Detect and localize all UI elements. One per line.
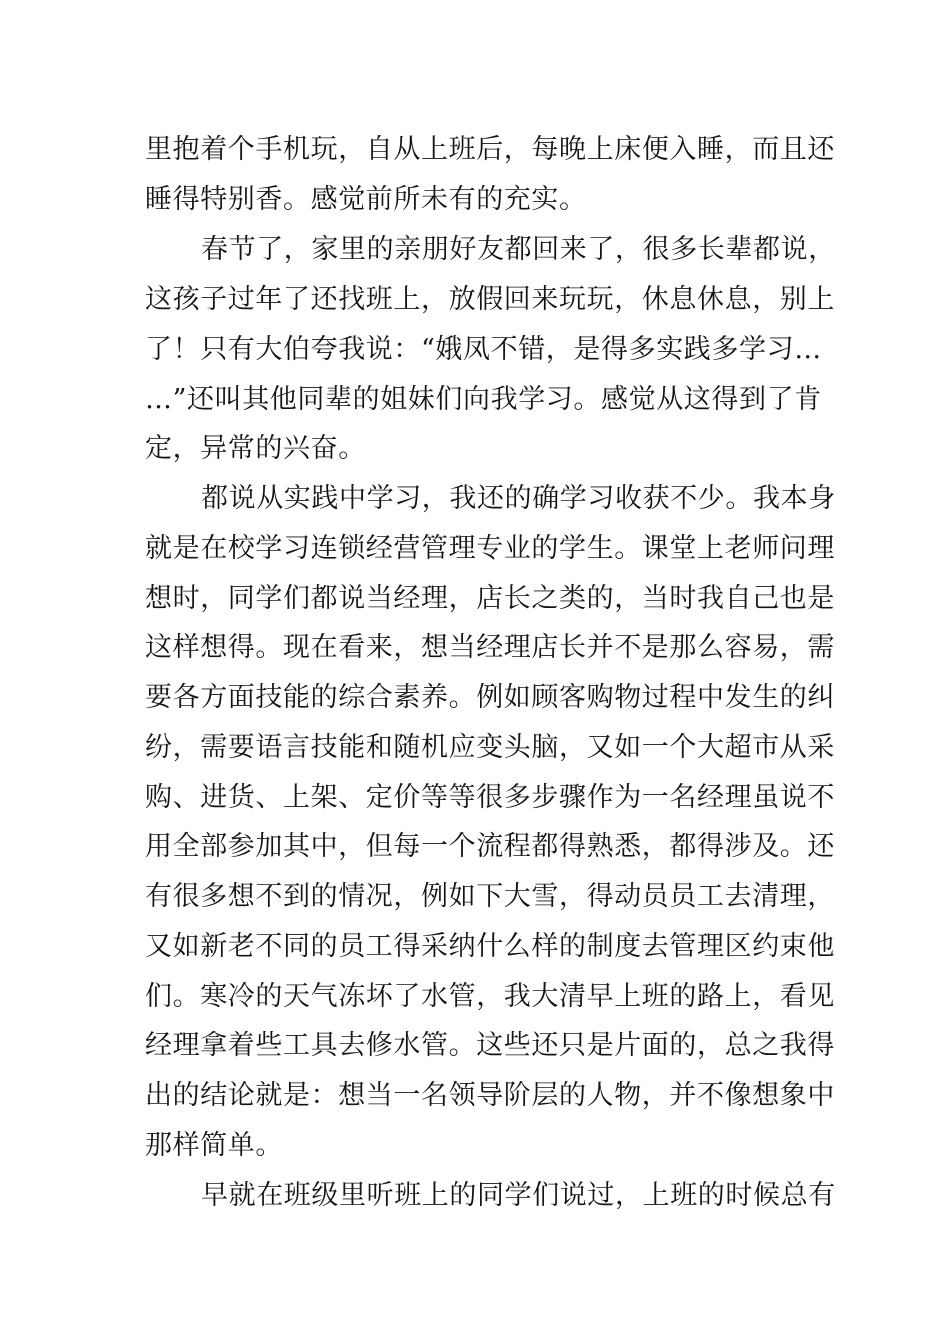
text-line: 纷，需要语言技能和随机应变头脑，又如一个大超市从采 [145,732,835,763]
text-line: 这样想得。现在看来，想当经理店长并不是那么容易，需 [145,632,835,663]
text-line: 这孩子过年了还找班上，放假回来玩玩，休息休息，别上 [145,284,835,315]
text-line: 就是在校学习连锁经营管理专业的学生。课堂上老师问理 [145,533,835,564]
text-line: 定，异常的兴奋。 [145,433,366,464]
paragraph-first-line: 都说从实践中学习，我还的确学习收获不少。我本身 [201,483,836,514]
text-line: 要各方面技能的综合素养。例如顾客购物过程中发生的纠 [145,682,835,713]
text-line: 经理拿着些工具去修水管。这些还只是片面的，总之我得 [145,1030,835,1061]
text-line: 想时，同学们都说当经理，店长之类的，当时我自己也是 [145,583,835,614]
text-line: 又如新老不同的员工得采纳什么样的制度去管理区约束他 [145,931,835,962]
text-line: 那样简单。 [145,1130,283,1161]
paragraph-first-line: 早就在班级里听班上的同学们说过，上班的时候总有 [201,1180,836,1211]
paragraph-first-line: 春节了，家里的亲朋好友都回来了，很多长辈都说， [201,234,836,265]
text-line: 里抱着个手机玩，自从上班后，每晚上床便入睡，而且还 [145,134,835,165]
text-line: 睡得特别香。感觉前所未有的充实。 [145,184,587,215]
text-line: 有很多想不到的情况，例如下大雪，得动员员工去清理， [145,881,835,912]
text-line: …”还叫其他同辈的姐妹们向我学习。感觉从这得到了肯 [145,384,822,415]
text-line: 出的结论就是：想当一名领导阶层的人物，并不像想象中 [145,1080,835,1111]
text-line: 购、进货、上架、定价等等很多步骤作为一名经理虽说不 [145,782,835,813]
text-line: 们。寒冷的天气冻坏了水管，我大清早上班的路上，看见 [145,981,835,1012]
text-line: 用全部参加其中，但每一个流程都得熟悉，都得涉及。还 [145,831,835,862]
text-line: 了！只有大伯夸我说：“娥凤不错，是得多实践多学习… [145,334,822,365]
